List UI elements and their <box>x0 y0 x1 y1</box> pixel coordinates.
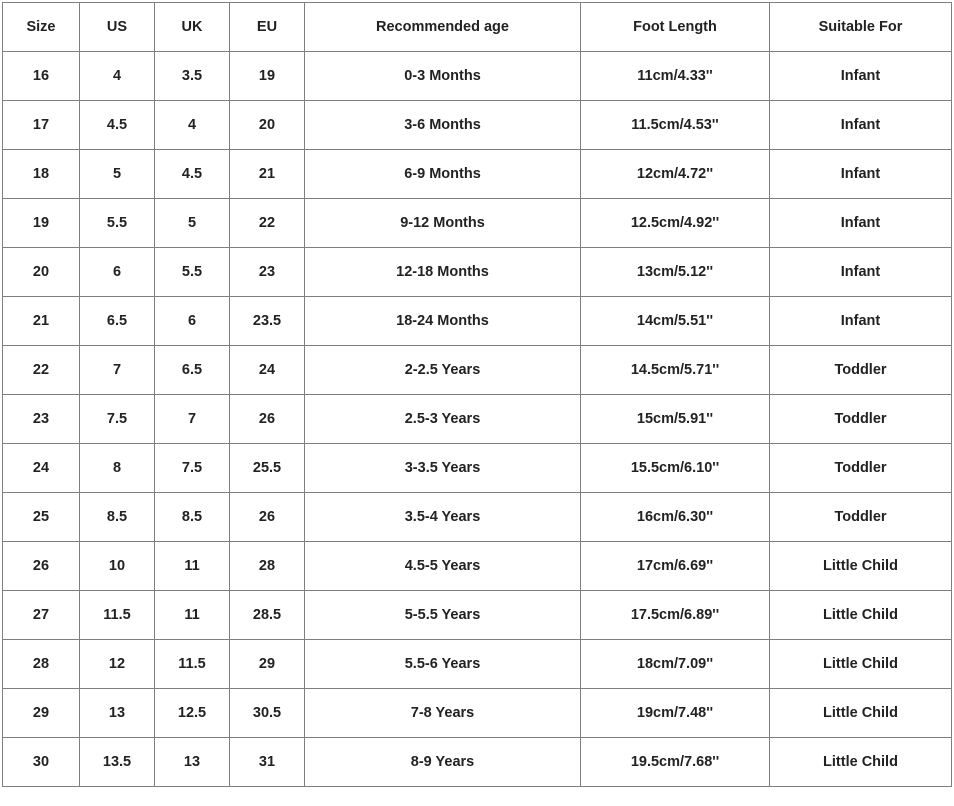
cell-us: 5.5 <box>80 199 155 248</box>
cell-uk: 6.5 <box>155 346 230 395</box>
table-row <box>3 297 952 346</box>
cell-size: 18 <box>3 150 80 199</box>
size-chart <box>2 2 952 787</box>
cell-recommended-age: 3.5-4 Years <box>305 493 581 542</box>
cell-us: 13.5 <box>80 738 155 787</box>
cell-eu: 26 <box>230 493 305 542</box>
cell-eu: 23.5 <box>230 297 305 346</box>
cell-eu: 23 <box>230 248 305 297</box>
cell-us: 11.5 <box>80 591 155 640</box>
cell-uk: 6 <box>155 297 230 346</box>
table-body <box>3 52 952 787</box>
cell-foot-length: 15cm/5.91'' <box>581 395 770 444</box>
cell-us: 6.5 <box>80 297 155 346</box>
cell-suitable-for: Little Child <box>770 591 952 640</box>
cell-recommended-age: 8-9 Years <box>305 738 581 787</box>
cell-eu: 20 <box>230 101 305 150</box>
cell-uk: 5 <box>155 199 230 248</box>
cell-size: 19 <box>3 199 80 248</box>
cell-us: 5 <box>80 150 155 199</box>
cell-size: 21 <box>3 297 80 346</box>
cell-us: 13 <box>80 689 155 738</box>
column-header-suitable-for: Suitable For <box>770 3 952 52</box>
column-header-size: Size <box>3 3 80 52</box>
cell-size: 30 <box>3 738 80 787</box>
cell-uk: 12.5 <box>155 689 230 738</box>
header-row <box>3 3 952 52</box>
table-row <box>3 346 952 395</box>
table-row <box>3 199 952 248</box>
cell-recommended-age: 0-3 Months <box>305 52 581 101</box>
cell-size: 23 <box>3 395 80 444</box>
cell-us: 4 <box>80 52 155 101</box>
cell-uk: 8.5 <box>155 493 230 542</box>
cell-uk: 5.5 <box>155 248 230 297</box>
cell-suitable-for: Toddler <box>770 493 952 542</box>
cell-us: 4.5 <box>80 101 155 150</box>
cell-uk: 7 <box>155 395 230 444</box>
cell-recommended-age: 2.5-3 Years <box>305 395 581 444</box>
cell-foot-length: 17.5cm/6.89'' <box>581 591 770 640</box>
cell-foot-length: 19.5cm/7.68'' <box>581 738 770 787</box>
cell-us: 7 <box>80 346 155 395</box>
cell-eu: 29 <box>230 640 305 689</box>
cell-uk: 11 <box>155 542 230 591</box>
column-header-recommended-age: Recommended age <box>305 3 581 52</box>
cell-uk: 11 <box>155 591 230 640</box>
cell-uk: 4 <box>155 101 230 150</box>
table-row <box>3 444 952 493</box>
cell-eu: 28.5 <box>230 591 305 640</box>
table-row <box>3 101 952 150</box>
cell-size: 28 <box>3 640 80 689</box>
cell-suitable-for: Infant <box>770 248 952 297</box>
table-row <box>3 542 952 591</box>
cell-suitable-for: Toddler <box>770 346 952 395</box>
cell-foot-length: 13cm/5.12'' <box>581 248 770 297</box>
column-header-eu: EU <box>230 3 305 52</box>
cell-suitable-for: Little Child <box>770 738 952 787</box>
cell-suitable-for: Toddler <box>770 395 952 444</box>
cell-size: 17 <box>3 101 80 150</box>
cell-suitable-for: Toddler <box>770 444 952 493</box>
cell-suitable-for: Infant <box>770 101 952 150</box>
table-row <box>3 591 952 640</box>
cell-us: 10 <box>80 542 155 591</box>
table-row <box>3 150 952 199</box>
cell-uk: 11.5 <box>155 640 230 689</box>
table-row <box>3 689 952 738</box>
cell-us: 12 <box>80 640 155 689</box>
cell-suitable-for: Infant <box>770 52 952 101</box>
size-chart-table <box>2 2 952 787</box>
cell-uk: 4.5 <box>155 150 230 199</box>
column-header-uk: UK <box>155 3 230 52</box>
cell-recommended-age: 3-6 Months <box>305 101 581 150</box>
cell-eu: 30.5 <box>230 689 305 738</box>
cell-recommended-age: 3-3.5 Years <box>305 444 581 493</box>
cell-uk: 13 <box>155 738 230 787</box>
cell-recommended-age: 2-2.5 Years <box>305 346 581 395</box>
cell-eu: 28 <box>230 542 305 591</box>
table-row <box>3 52 952 101</box>
cell-eu: 21 <box>230 150 305 199</box>
cell-eu: 31 <box>230 738 305 787</box>
cell-size: 29 <box>3 689 80 738</box>
cell-foot-length: 12.5cm/4.92'' <box>581 199 770 248</box>
cell-us: 8 <box>80 444 155 493</box>
cell-eu: 26 <box>230 395 305 444</box>
cell-recommended-age: 12-18 Months <box>305 248 581 297</box>
table-row <box>3 640 952 689</box>
cell-eu: 24 <box>230 346 305 395</box>
cell-size: 16 <box>3 52 80 101</box>
cell-suitable-for: Infant <box>770 150 952 199</box>
cell-size: 24 <box>3 444 80 493</box>
cell-foot-length: 11.5cm/4.53'' <box>581 101 770 150</box>
table-row <box>3 395 952 444</box>
cell-recommended-age: 18-24 Months <box>305 297 581 346</box>
cell-suitable-for: Infant <box>770 199 952 248</box>
cell-size: 20 <box>3 248 80 297</box>
cell-foot-length: 14cm/5.51'' <box>581 297 770 346</box>
cell-uk: 7.5 <box>155 444 230 493</box>
cell-recommended-age: 7-8 Years <box>305 689 581 738</box>
cell-suitable-for: Little Child <box>770 689 952 738</box>
cell-foot-length: 16cm/6.30'' <box>581 493 770 542</box>
cell-suitable-for: Little Child <box>770 542 952 591</box>
cell-recommended-age: 5.5-6 Years <box>305 640 581 689</box>
cell-eu: 25.5 <box>230 444 305 493</box>
cell-size: 22 <box>3 346 80 395</box>
cell-foot-length: 14.5cm/5.71'' <box>581 346 770 395</box>
table-row <box>3 493 952 542</box>
cell-suitable-for: Little Child <box>770 640 952 689</box>
cell-us: 6 <box>80 248 155 297</box>
cell-us: 7.5 <box>80 395 155 444</box>
cell-suitable-for: Infant <box>770 297 952 346</box>
cell-foot-length: 18cm/7.09'' <box>581 640 770 689</box>
cell-uk: 3.5 <box>155 52 230 101</box>
cell-eu: 22 <box>230 199 305 248</box>
column-header-us: US <box>80 3 155 52</box>
cell-recommended-age: 9-12 Months <box>305 199 581 248</box>
cell-foot-length: 11cm/4.33'' <box>581 52 770 101</box>
cell-us: 8.5 <box>80 493 155 542</box>
cell-foot-length: 17cm/6.69'' <box>581 542 770 591</box>
cell-eu: 19 <box>230 52 305 101</box>
table-row <box>3 248 952 297</box>
cell-recommended-age: 4.5-5 Years <box>305 542 581 591</box>
cell-recommended-age: 6-9 Months <box>305 150 581 199</box>
cell-foot-length: 15.5cm/6.10'' <box>581 444 770 493</box>
cell-foot-length: 19cm/7.48'' <box>581 689 770 738</box>
cell-size: 25 <box>3 493 80 542</box>
cell-size: 26 <box>3 542 80 591</box>
cell-foot-length: 12cm/4.72'' <box>581 150 770 199</box>
column-header-foot-length: Foot Length <box>581 3 770 52</box>
table-row <box>3 738 952 787</box>
cell-size: 27 <box>3 591 80 640</box>
cell-recommended-age: 5-5.5 Years <box>305 591 581 640</box>
